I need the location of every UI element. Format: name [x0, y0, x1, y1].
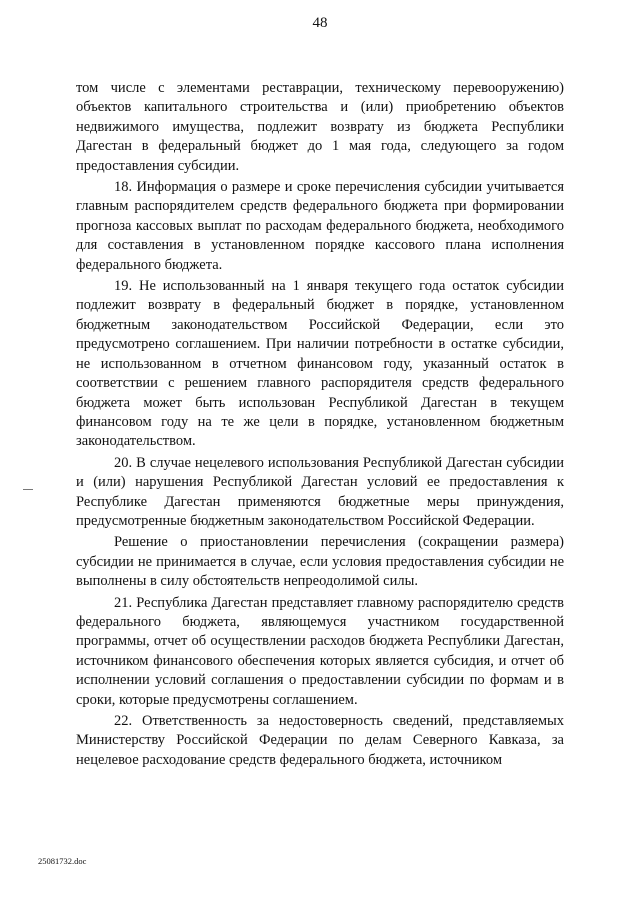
paragraph-22: 22. Ответственность за недостоверность сведений, представляемых Министерству Российской Федерации по делам Северного Кавказа, за нецелевое расходование средств федерального бюджета, источником — [76, 713, 564, 768]
paragraph-continuation: том числе с элементами реставрации, техническому перевооружению) объектов капитального строительства и (или) приобретению объектов недвижимого имущества, подлежит возврату из бюджета Республики Дагестан в федеральный бюджет до 1 мая года, следующего за годом предоставления субсидии. — [76, 80, 564, 174]
margin-mark — [23, 489, 33, 490]
paragraph-21: 21. Республика Дагестан представляет главному распорядителю средств федерального бюджета, являющемуся участником государственной программы, отчет об осуществлении расходов бюджета Республики Дагестан, источником финансового обеспечения которых является субсидия, и отчет об исполнении условий соглашения о предоставлении субсидии по формам и в сроки, которые предусмотрены соглашением. — [76, 594, 564, 708]
page-number: 48 — [312, 15, 328, 31]
paragraph-20-decision: Решение о приостановлении перечисления (сокращении размера) субсидии не принимается в случае, если условия предоставления субсидии не выполнены в силу обстоятельств непреодолимой силы. — [76, 534, 564, 590]
paragraph-18: 18. Информация о размере и сроке перечисления субсидии учитывается главным распорядителем средств федерального бюджета при формировании прогноза кассовых выплат по расходам федерального бюджета, необходимого для составления в установленном порядке кассового плана исполнения федерального бюджета. — [76, 179, 564, 273]
footer-filename: 25081732.doc — [38, 856, 87, 866]
document-body — [76, 79, 564, 770]
paragraph-20: 20. В случае нецелевого использования Республикой Дагестан субсидии и (или) нарушения Республикой Дагестан условий ее предоставления к Республике Дагестан применяются бюджетные меры принуждения, предусмотренные бюджетным законодательством Российской Федерации. — [76, 454, 564, 529]
paragraph-19: 19. Не использованный на 1 января текущего года остаток субсидии подлежит возврату в федеральный бюджет в порядке, установленном бюджетным законодательством Российской Федерации, если это предусмотрено соглашением. При наличии потребности в остатке субсидии, не использованном в отчетном финансовом году, указанный остаток в соответствии с решением главного распорядителя средств федерального бюджета может быть использован Республикой Дагестан в текущем финансовом году на те же цели в порядке, установленном бюджетным законодательством. — [76, 278, 564, 450]
